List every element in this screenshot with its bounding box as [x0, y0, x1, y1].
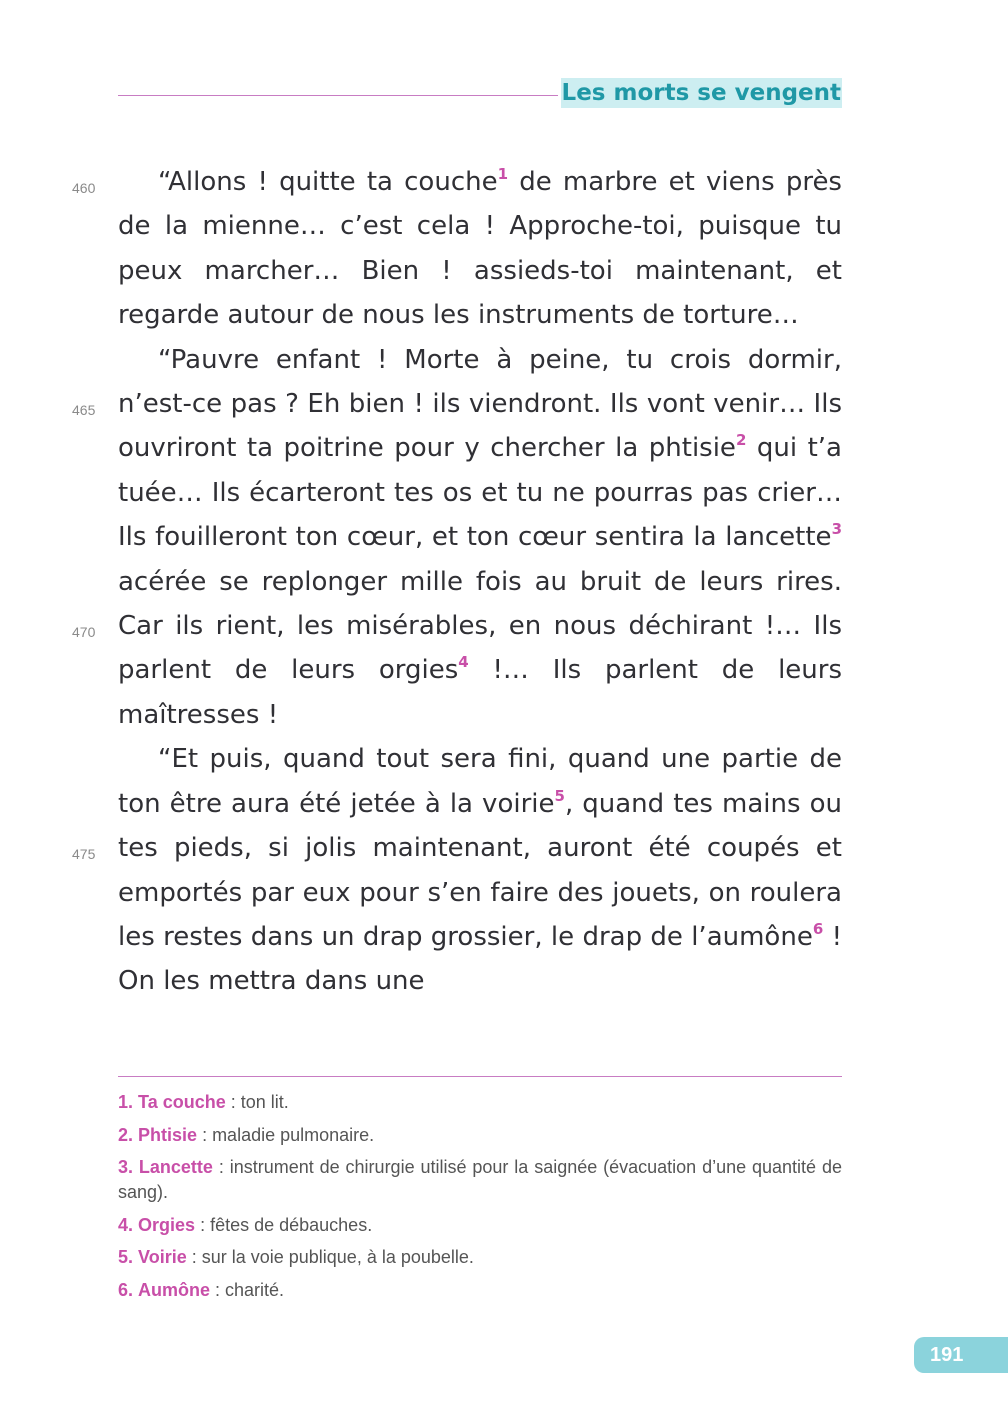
footnote-definition: : sur la voie publique, à la poubelle.	[186, 1247, 474, 1267]
footnotes	[118, 1090, 842, 1310]
footnote-number: 4.	[118, 1214, 134, 1235]
body-text	[118, 160, 842, 1004]
chapter-title: Les morts se vengent	[561, 80, 841, 106]
footnote-definition: : charité.	[210, 1279, 285, 1300]
footnote-item	[118, 1155, 842, 1205]
footnote-item	[118, 1278, 842, 1303]
paragraph-text: “Allons ! quitte ta couche	[158, 167, 498, 197]
footnote-item	[118, 1123, 842, 1148]
paragraph-text: ! On les mettra dans une	[118, 921, 842, 997]
footnote-item	[118, 1090, 842, 1115]
footnote-ref: 3	[831, 520, 842, 539]
footnote-definition: : maladie pulmonaire.	[197, 1124, 375, 1145]
footnote-ref: 6	[812, 919, 824, 938]
footnote-ref: 1	[497, 165, 509, 183]
footnote-rule	[118, 1076, 842, 1077]
footnote-ref: 5	[554, 786, 565, 805]
footnote-number: 6.	[118, 1279, 134, 1300]
footnote-term: Phtisie	[138, 1124, 198, 1145]
line-number-475: 475	[72, 846, 96, 862]
footnote-number: 5.	[118, 1247, 134, 1267]
line-number-460: 460	[72, 180, 96, 196]
paragraph-text: “Pauvre enfant ! Morte à peine, tu crois dormir, n’est-ce pas ? Eh bien ! ils viendront. Ils vont venir… Ils ouvriront ta poitrine pour y chercher la phtisie	[118, 344, 842, 464]
paragraph-text: acérée se replonger mille fois au bruit de leurs rires. Car ils rient, les misérables, en nous déchirant !… Ils parlent de leurs orgies	[118, 566, 842, 686]
footnote-item	[118, 1213, 842, 1238]
footnote-definition: : ton lit.	[225, 1092, 289, 1112]
paragraph-text: de marbre et viens près de la mienne… c’est cela ! Approche-toi, puisque tu peux marcher… Bien ! assieds-toi maintenant, et regarde autour de nous les instruments de torture…	[118, 167, 842, 331]
footnote-term: Orgies	[138, 1214, 196, 1235]
footnote-term: Voirie	[138, 1247, 187, 1267]
paragraph	[118, 737, 842, 1003]
paragraph-text: , quand tes mains ou tes pieds, si jolis maintenant, auront été coupés et emportés par eux pour s’en faire des jouets, on roulera les restes dans un drap grossier, le drap de l’aumône	[118, 788, 842, 952]
footnote-definition: : instrument de chirurgie utilisé pour la saignée (évacuation d’une quantité de sang).	[118, 1157, 842, 1202]
paragraph	[118, 338, 842, 738]
paragraph-text: “Et puis, quand tout sera fini, quand une partie de ton être aura été jetée à la voirie	[118, 744, 842, 819]
footnote-item	[118, 1245, 842, 1270]
page-number: 191	[914, 1337, 1008, 1373]
footnote-number: 3.	[118, 1157, 134, 1177]
paragraph	[118, 160, 842, 338]
footnote-number: 1.	[118, 1092, 134, 1112]
footnote-ref: 2	[735, 431, 747, 450]
footnote-definition: : fêtes de débauches.	[195, 1214, 373, 1235]
line-number-470: 470	[72, 624, 96, 640]
footnote-term: Aumône	[138, 1279, 211, 1300]
paragraph-text: !… Ils parlent de leurs maîtresses !	[118, 655, 843, 730]
footnote-term: Lancette	[138, 1157, 213, 1177]
footnote-term: Ta couche	[138, 1092, 226, 1112]
footnote-number: 2.	[118, 1124, 134, 1145]
header-rule	[118, 95, 558, 96]
line-number-465: 465	[72, 402, 96, 418]
footnote-ref: 4	[458, 653, 469, 672]
paragraph-text: qui t’a tuée… Ils écarteront tes os et tu ne pourras pas crier… Ils fouilleront ton cœur, et ton cœur sentira la lancette	[118, 433, 842, 553]
